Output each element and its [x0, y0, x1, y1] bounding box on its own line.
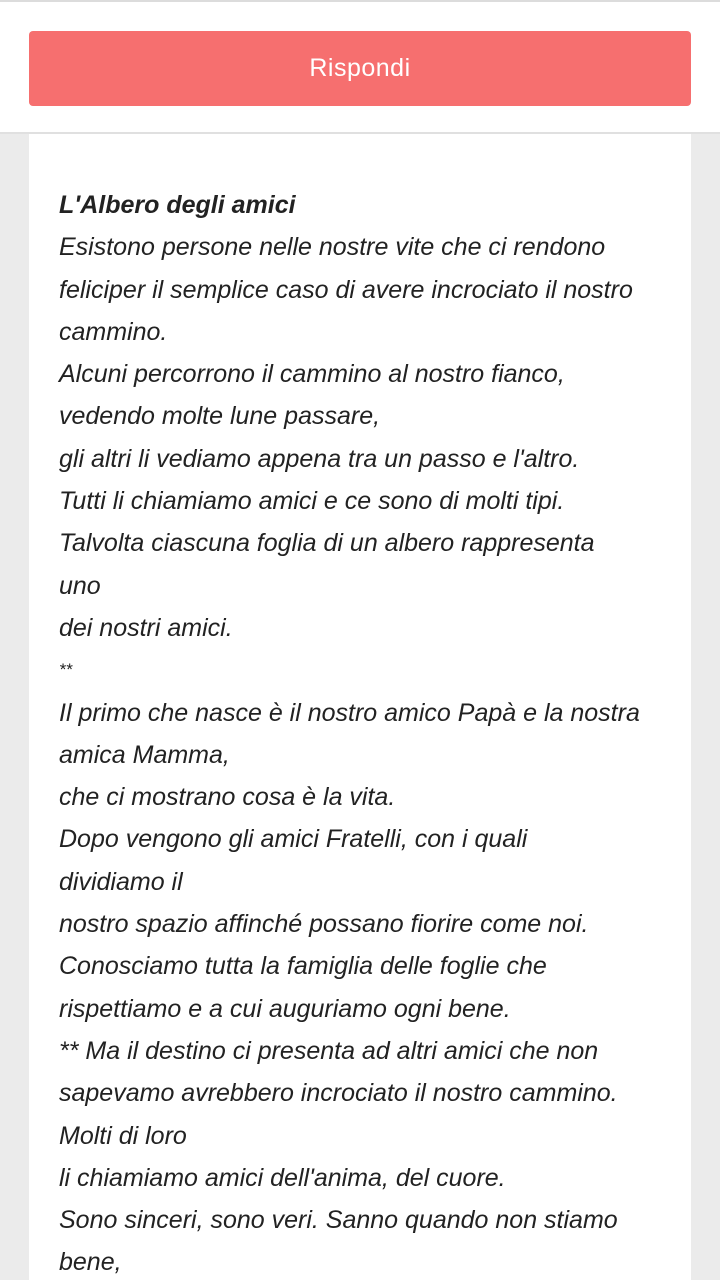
- poem-line: Esistono persone nelle nostre vite che ci rendono: [59, 233, 606, 262]
- poem-line: cammino.: [59, 317, 168, 346]
- poem-line: Molti di loro: [59, 1121, 187, 1150]
- message-card: [29, 134, 691, 1280]
- poem-line: Sono sinceri, sono veri. Sanno quando non stiamo: [59, 1206, 618, 1235]
- poem-line: feliciper il semplice caso di avere incrociato il nostro: [59, 275, 633, 304]
- poem-line: Alcuni percorrono il cammino al nostro fianco,: [59, 360, 565, 389]
- poem-line: Talvolta ciascuna foglia di un albero rappresenta: [59, 529, 595, 558]
- poem-line: gli altri li vediamo appena tra un passo e l'altro.: [59, 444, 580, 473]
- poem-line: amica Mamma,: [59, 740, 230, 769]
- poem-line: Tutti li chiamiamo amici e ce sono di molti tipi.: [59, 487, 565, 516]
- poem-line: nostro spazio affinché possano fiorire come noi.: [59, 910, 589, 939]
- reply-bar: [0, 0, 720, 134]
- poem-line: vedendo molte lune passare,: [59, 402, 381, 431]
- poem-line: Dopo vengono gli amici Fratelli, con i quali: [59, 825, 528, 854]
- poem-line: bene,: [59, 1248, 122, 1277]
- poem-text: [59, 184, 679, 1280]
- reply-button[interactable]: Rispondi: [29, 31, 691, 106]
- poem-line: li chiamiamo amici dell'anima, del cuore.: [59, 1163, 506, 1192]
- poem-line: dei nostri amici.: [59, 613, 233, 642]
- poem-line: Conosciamo tutta la famiglia delle foglie che: [59, 952, 547, 981]
- poem-line: che ci mostrano cosa è la vita.: [59, 783, 396, 812]
- poem-title: L'Albero degli amici: [59, 191, 296, 219]
- poem-line: sapevamo avrebbero incrociato il nostro cammino.: [59, 1079, 618, 1108]
- poem-line: Il primo che nasce è il nostro amico Papà e la nostra: [59, 698, 640, 727]
- poem-separator: **: [59, 660, 73, 680]
- poem-line: ** Ma il destino ci presenta ad altri amici che non: [59, 1036, 599, 1065]
- poem-line: rispettiamo e a cui auguriamo ogni bene.: [59, 994, 511, 1023]
- poem-line: uno: [59, 571, 101, 600]
- poem-line: dividiamo il: [59, 867, 183, 896]
